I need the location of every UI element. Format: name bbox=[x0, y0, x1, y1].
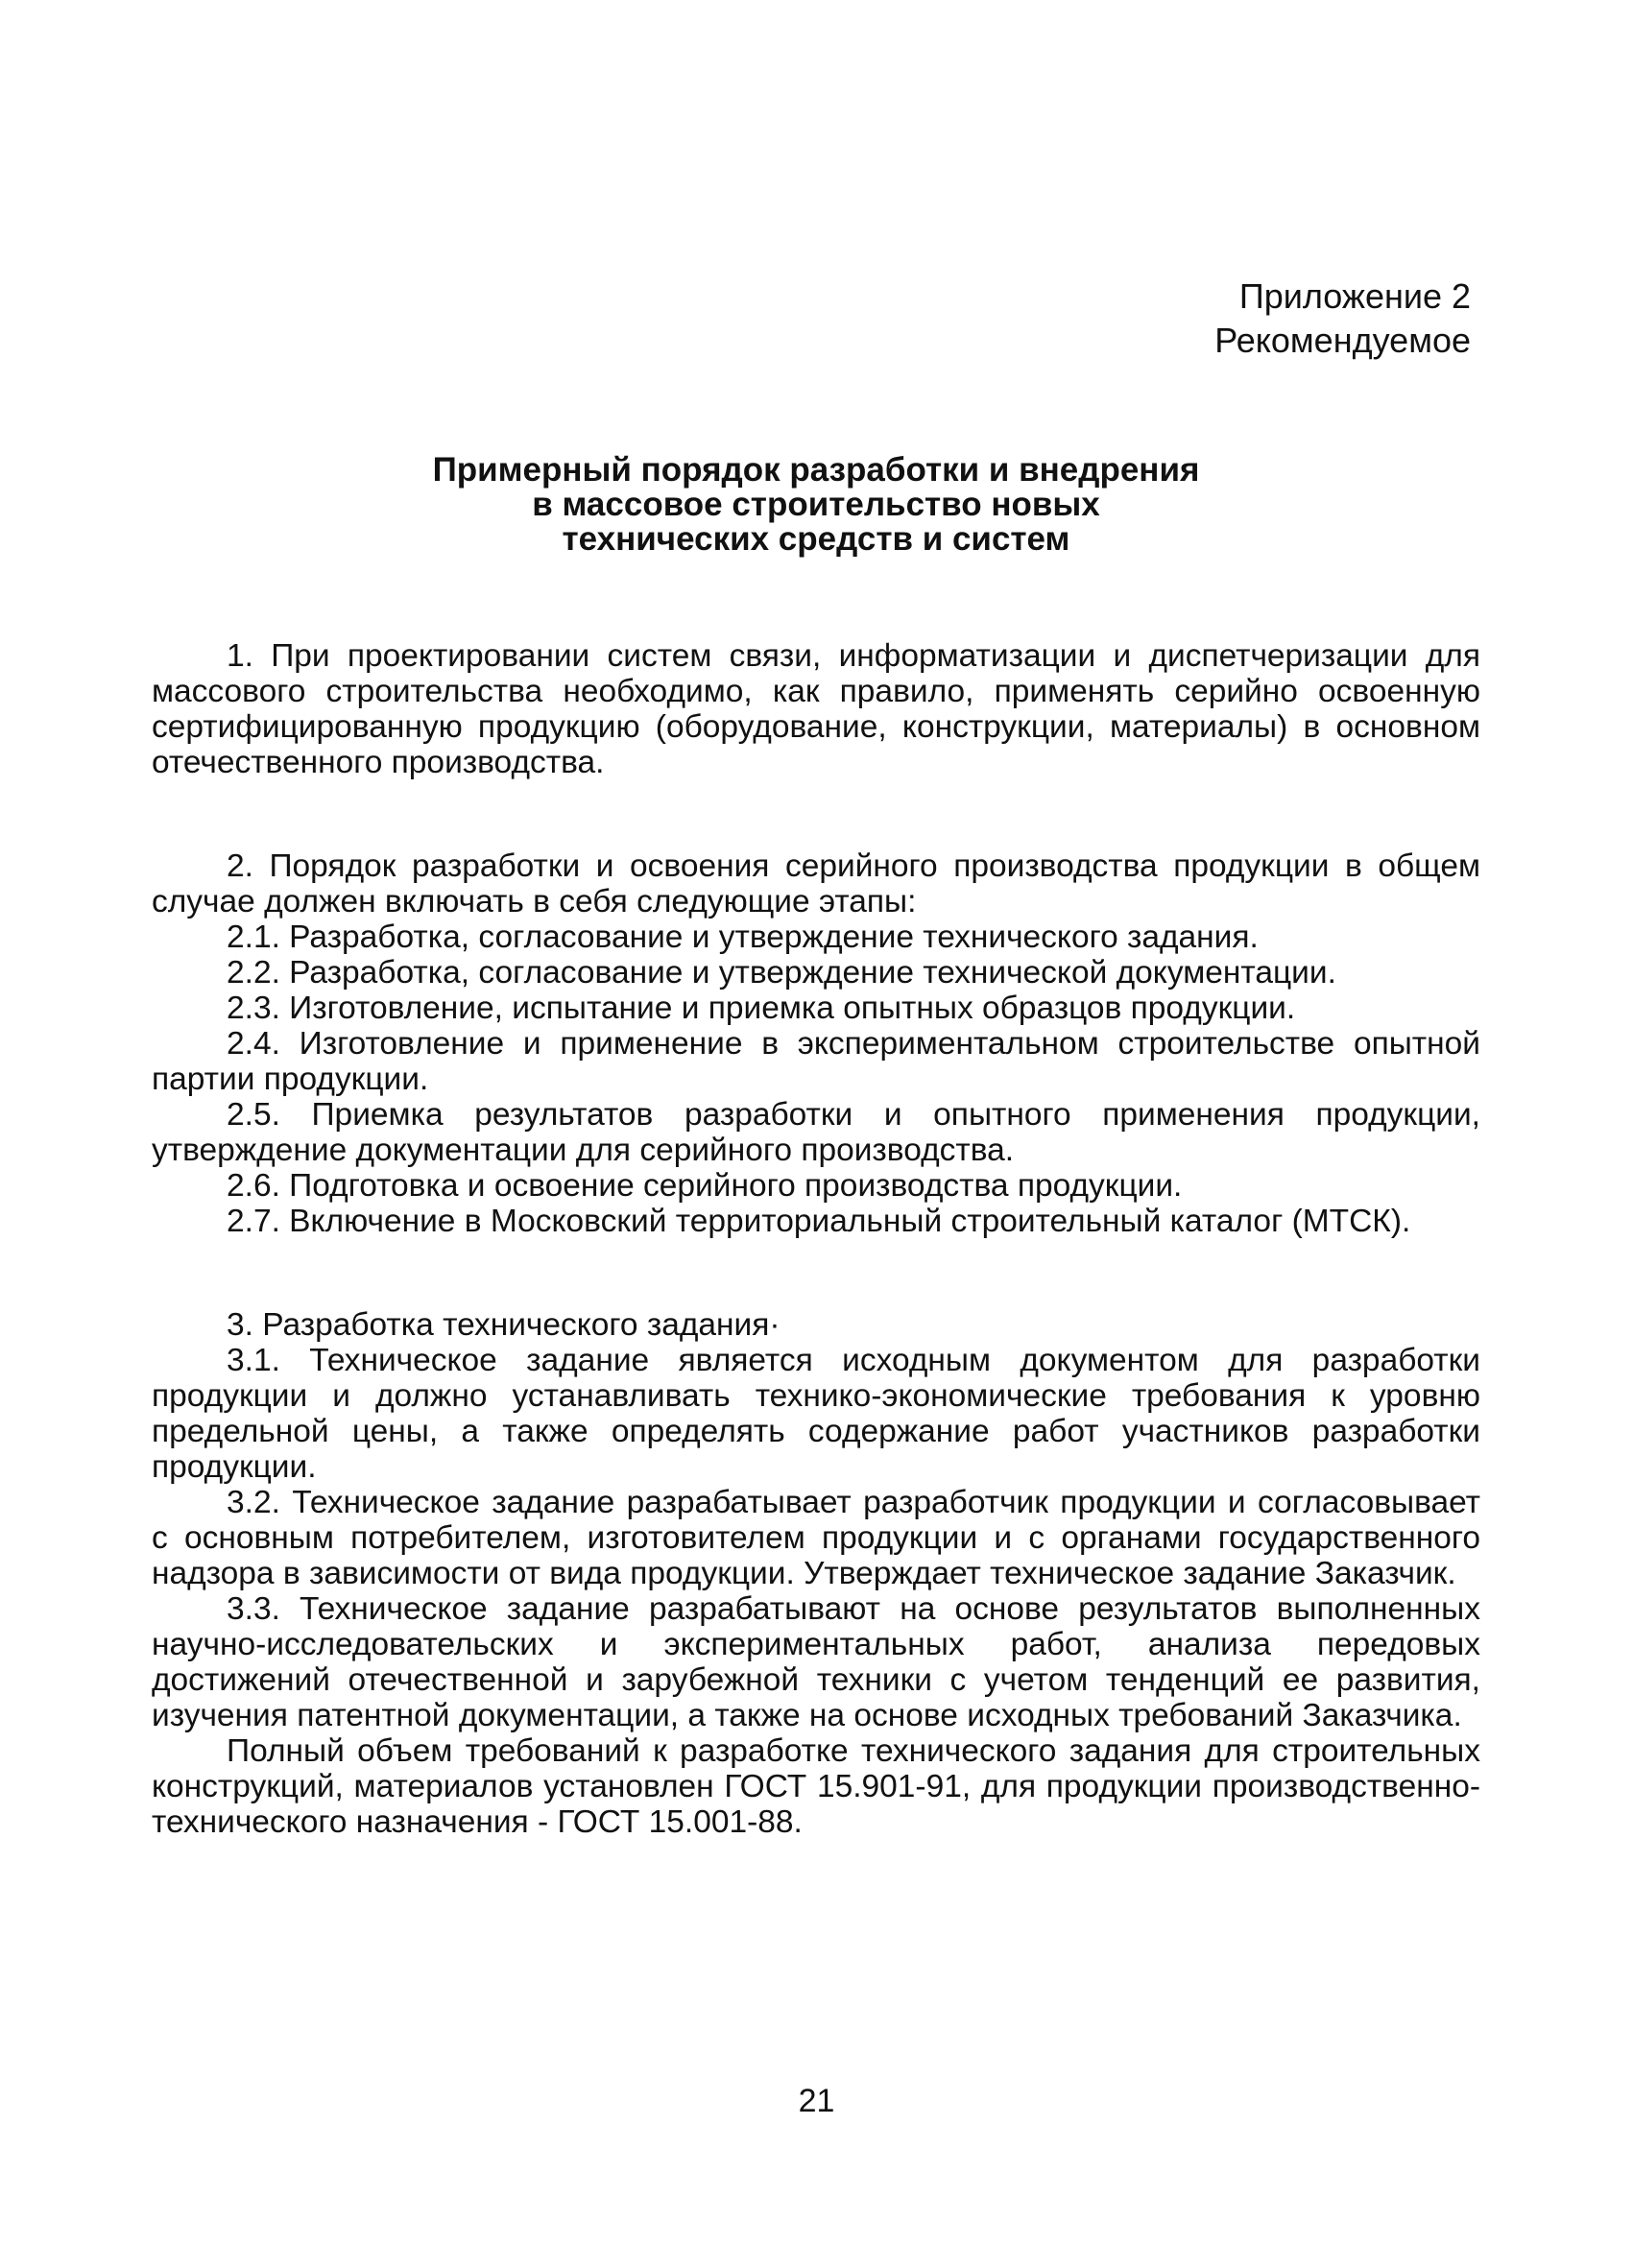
document-title bbox=[154, 453, 1478, 557]
annex-header bbox=[1214, 275, 1471, 363]
title-line-3: технических средств и систем bbox=[562, 520, 1070, 558]
paragraph-2-4: 2.4. Изготовление и применение в экспериментальном строительстве опытной партии продукции. bbox=[152, 1026, 1480, 1097]
paragraph-2-6: 2.6. Подготовка и освоение серийного производства продукции. bbox=[227, 1168, 1183, 1204]
paragraph-3-3: 3.3. Техническое задание разрабатывают на основе результатов выполненных научно-исследовательских и экспериментальных работ, анализа передовых достижений отечественной и зарубежной техники с учетом тенденций ее развития, изучения патентной документации, а также на основе исходных требований Заказчика. bbox=[152, 1591, 1480, 1733]
paragraph-2-3: 2.3. Изготовление, испытание и приемка опытных образцов продукции. bbox=[227, 991, 1296, 1026]
paragraph-3: 3. Разработка технического задания· bbox=[227, 1307, 780, 1343]
paragraph-3-1: 3.1. Техническое задание является исходным документом для разработки продукции и должно устанавливать технико-экономические требования к уровню предельной цены, а также определять содержание работ участников разработки продукции. bbox=[152, 1343, 1480, 1485]
annex-status: Рекомендуемое bbox=[1214, 321, 1471, 360]
title-line-1: Примерный порядок разработки и внедрения bbox=[432, 451, 1200, 489]
paragraph-gost-note: Полный объем требований к разработке технического задания для строительных конструкций, материалов установлен ГОСТ 15.901-91, для продукции производственно-технического назначения - ГОСТ 15.001-88. bbox=[152, 1733, 1480, 1840]
document-body bbox=[152, 638, 1480, 1840]
paragraph-2: 2. Порядок разработки и освоения серийного производства продукции в общем случае должен включать в себя следующие этапы: bbox=[152, 848, 1480, 919]
paragraph-3-2: 3.2. Техническое задание разрабатывает разработчик продукции и согласовывает с основным потребителем, изготовителем продукции и с органами государственного надзора в зависимости от вида продукции. Утверждает техническое задание Заказчик. bbox=[152, 1485, 1480, 1591]
paragraph-1: 1. При проектировании систем связи, информатизации и диспетчеризации для массового строительства необходимо, как правило, применять серийно освоенную сертифицированную продукцию (оборудование, конструкции, материалы) в основном отечественного производства. bbox=[152, 638, 1480, 780]
paragraph-2-2: 2.2. Разработка, согласование и утверждение технической документации. bbox=[227, 955, 1336, 991]
annex-number: Приложение 2 bbox=[1238, 276, 1471, 316]
paragraph-2-7: 2.7. Включение в Московский территориальный строительный каталог (МТСК). bbox=[227, 1204, 1411, 1239]
title-line-2: в массовое строительство новых bbox=[532, 486, 1100, 523]
page-number: 21 bbox=[798, 2083, 835, 2119]
paragraph-2-1: 2.1. Разработка, согласование и утверждение технического задания. bbox=[227, 919, 1259, 955]
paragraph-2-5: 2.5. Приемка результатов разработки и опытного применения продукции, утверждение документации для серийного производства. bbox=[152, 1097, 1480, 1168]
